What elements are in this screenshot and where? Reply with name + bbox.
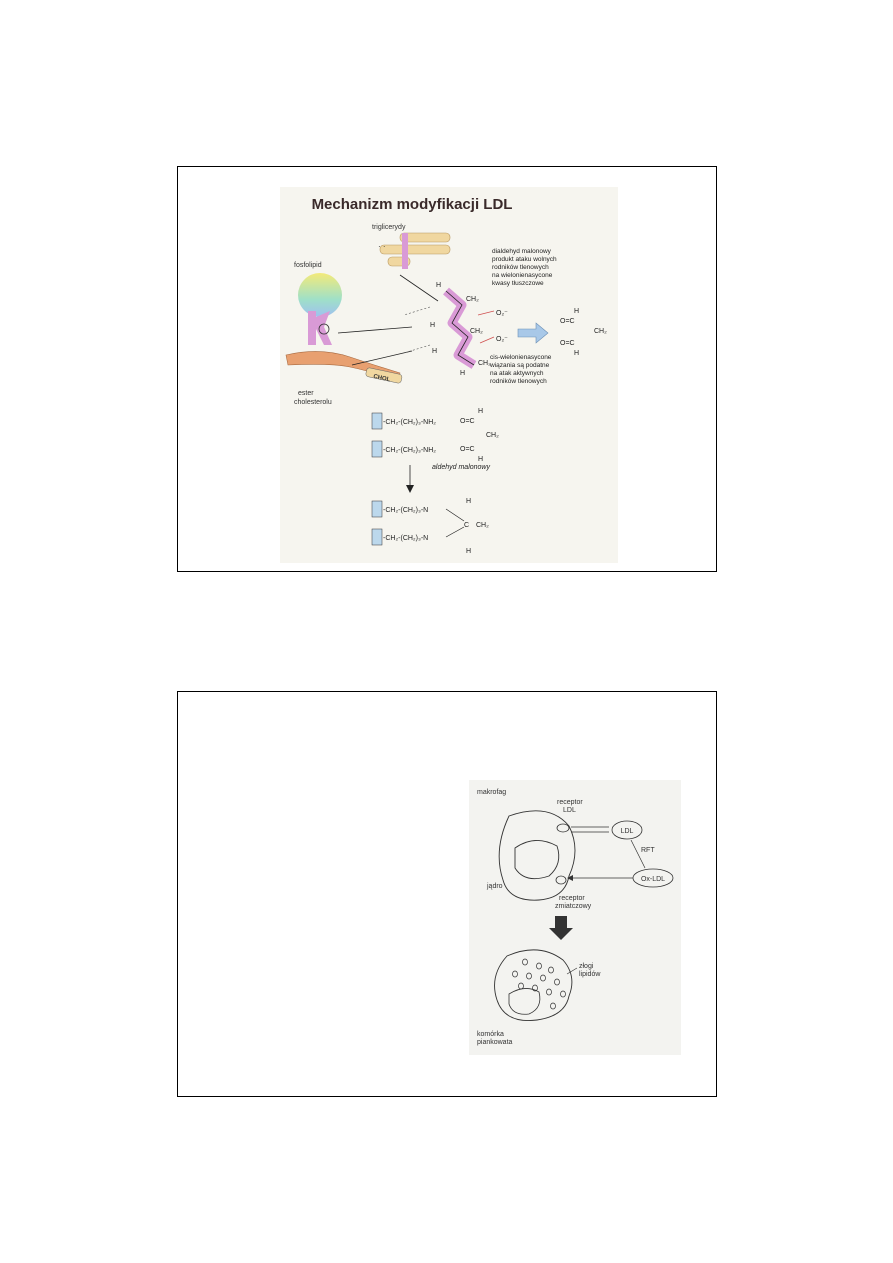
label-foam-1: komórka — [477, 1031, 504, 1038]
label-aldehyde: aldehyd malonowy — [432, 464, 490, 471]
arrow-rft — [631, 840, 645, 868]
mda-ch2: CH₂ — [594, 328, 607, 335]
atom-h-4: H — [460, 370, 466, 377]
mda-top: O=C — [560, 318, 575, 325]
cis-line-3: na atak aktywnych — [490, 370, 544, 377]
label-foam-2: piankowata — [477, 1039, 513, 1046]
foam-cell-diagram — [469, 780, 681, 1055]
ldl-box-2 — [372, 441, 382, 457]
label-o2-2: O₂⁻ — [496, 336, 508, 343]
cis-line-2: wiązania są podatne — [490, 362, 550, 369]
slide-ldl-modification — [177, 166, 717, 572]
macrophage-nucleus — [515, 840, 559, 878]
label-scavenger-1: receptor — [559, 895, 585, 902]
label-o2-1: O₂⁻ — [496, 310, 508, 317]
svg-text:· ·: · · — [378, 242, 386, 251]
mda-structure — [560, 308, 607, 357]
chain-n-2: -CH₂-(CH₂)₃-N — [383, 535, 429, 542]
atom-ch2-1: CH₂ — [466, 296, 479, 303]
label-macrophage: makrofag — [477, 789, 507, 796]
product-h-bottom: H — [466, 548, 472, 555]
react-mda-top: O=C — [460, 418, 475, 425]
label-scavenger-2: zmiatczowy — [555, 903, 592, 910]
chain-nh2-2: -CH₂-(CH₂)₃-NH₂ — [383, 447, 436, 454]
react-h-bottom: H — [478, 456, 484, 463]
product-ch2: CH₂ — [476, 522, 489, 529]
atom-h-2: H — [430, 322, 436, 329]
label-ester: ester — [298, 390, 314, 397]
mda-line-5: kwasy tłuszczowe — [492, 280, 544, 287]
product-h-top: H — [466, 498, 472, 505]
ldl-box-4 — [372, 529, 382, 545]
cis-explanation — [489, 354, 552, 385]
chain-n-1: -CH₂-(CH₂)₃-N — [383, 507, 429, 514]
label-nucleus: jądro — [487, 883, 503, 890]
mda-h-top: H — [574, 308, 580, 315]
atom-h-3: H — [432, 348, 438, 355]
mda-explanation — [492, 248, 557, 287]
atom-h-1: H — [436, 282, 442, 289]
cholesterol-ester-molecule — [286, 351, 402, 383]
label-lipid-2: lipidów — [579, 971, 601, 978]
mda-line-1: dialdehyd malonowy — [492, 248, 551, 255]
label-ldl: LDL — [620, 828, 634, 835]
lysine-reaction — [372, 408, 499, 555]
mda-line-4: na wielonienasycone — [492, 272, 553, 279]
cis-line-4: rodników tlenowych — [490, 378, 547, 385]
mda-h-bottom: H — [574, 350, 580, 357]
label-triglyceride: triglicerydy — [372, 224, 406, 231]
scavenger-receptor — [556, 876, 566, 884]
ldl-receptor — [557, 824, 569, 832]
mda-line-3: rodników tlenowych — [492, 264, 549, 271]
phospholipid-molecule — [298, 273, 342, 345]
arrow-transformation — [549, 916, 573, 940]
cis-line-1: cis-wielonienasycone — [490, 354, 552, 361]
foam-cell-figure — [469, 780, 681, 1055]
ldl-modification-figure — [280, 187, 618, 563]
react-mda-bottom: O=C — [460, 446, 475, 453]
chain-nh2-1: -CH₂-(CH₂)₃-NH₂ — [383, 419, 436, 426]
label-phospholipid: fosfolipid — [294, 262, 322, 269]
slide-foam-cell — [177, 691, 717, 1097]
react-ch2: CH₂ — [486, 432, 499, 439]
label-chol: CHOL — [372, 373, 391, 384]
mda-bottom: O=C — [560, 340, 575, 347]
triglyceride-molecule — [378, 233, 450, 269]
ldl-box-1 — [372, 413, 382, 429]
arrows-to-chain — [338, 275, 438, 365]
mda-line-2: produkt ataku wolnych — [492, 256, 557, 263]
polyunsaturated-chain — [404, 282, 491, 377]
radical-attack-arrows — [478, 310, 508, 343]
label-rft: RFT — [641, 847, 655, 854]
label-ox-ldl: Ox-LDL — [640, 876, 666, 883]
label-lipid-1: złogi — [579, 963, 594, 970]
atom-ch2-3: CH₂ — [478, 360, 491, 367]
figure-title: Mechanizm modyfikacji LDL — [311, 196, 513, 213]
atom-ch2-2: CH₂ — [470, 328, 483, 335]
ldl-box-3 — [372, 501, 382, 517]
react-h-top: H — [478, 408, 484, 415]
arrow-blue — [518, 323, 548, 343]
label-receptor-ldl-1: receptor — [557, 799, 583, 806]
label-cholesterol: cholesterolu — [294, 399, 332, 406]
product-c: C — [464, 522, 470, 529]
ldl-modification-diagram — [280, 187, 618, 563]
lipid-droplets — [513, 959, 566, 1009]
foam-cell-nucleus — [509, 988, 540, 1014]
label-receptor-ldl-2: LDL — [563, 807, 576, 814]
